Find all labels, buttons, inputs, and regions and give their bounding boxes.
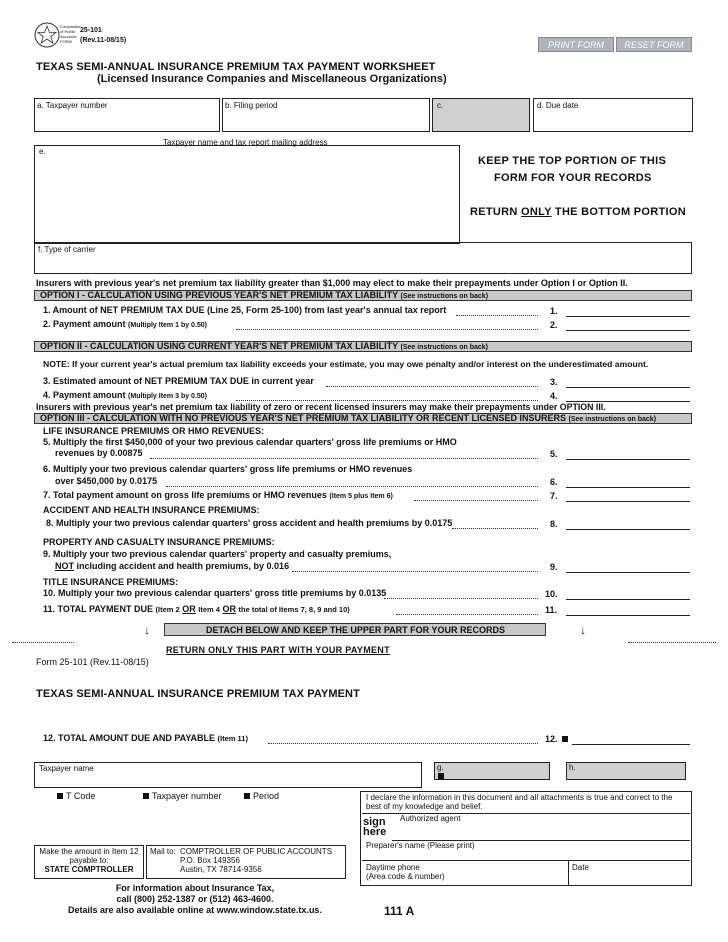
item9-num: 9. [550,562,558,572]
field-f-label: f. Type of carrier [38,245,96,254]
field-c-label: c. [437,101,444,110]
item9-input[interactable] [566,572,690,573]
info-text: For information about Insurance Tax, call (800) 252-1387 or (512) 463-4600. Details are also available online at www.window.state.tx.us. [68,883,322,915]
tcode-label: T Code [57,791,95,801]
field-d-label: d. Due date [537,101,579,110]
item8-input[interactable] [566,529,690,530]
keep-notice-2: FORM FOR YOUR RECORDS [494,172,652,184]
item5-label-2: revenues by 0.00875 [55,448,143,458]
option1-heading: OPTION I - CALCULATION USING PREVIOUS YEAR'S NET PREMIUM TAX LIABILITY (See instructions on back) [40,290,489,300]
item1-num: 1. [550,306,558,316]
field-c [432,98,530,132]
item9-label-2: NOT including accident and health premiums, by 0.016 [55,561,290,571]
field-taxpayer-name[interactable] [34,762,422,788]
item12-label: 12. TOTAL AMOUNT DUE AND PAYABLE (Item 11) [43,733,248,743]
option-intro: Insurers with previous year's net premium tax liability greater than $1,000 may elect to make their prepayments under Option I or Option II. [36,278,628,288]
field-due-date[interactable] [533,98,693,132]
option2-note: NOTE: If your current year's actual premium tax liability exceeds your estimate, you may owe penalty and/or interest on the underestimated amount. [43,359,649,369]
item11-num: 11. [545,605,558,615]
field-filing-period[interactable] [222,98,430,132]
item3-input[interactable] [566,387,690,388]
item6-label-1: 6. Multiply your two previous calendar quarters' gross life premiums or HMO revenues [43,464,413,474]
sign-here-label: sign here [363,816,387,838]
square-marker-icon [143,793,149,799]
payment-title: TEXAS SEMI-ANNUAL INSURANCE PREMIUM TAX PAYMENT [36,688,360,700]
item10-num: 10. [545,589,558,599]
taxpayer-number-label: Taxpayer number [143,791,222,801]
item1-label: 1. Amount of NET PREMIUM TAX DUE (Line 25, Form 25-100) from last year's annual tax report [43,305,447,315]
return-notice [470,206,686,218]
item7-label: 7. Total payment amount on gross life premiums or HMO revenues (Item 5 plus Item 6) [43,490,393,500]
option3-heading: OPTION III - CALCULATION WITH NO PREVIOUS YEAR'S NET PREMIUM TAX LIABILITY OR RECENT LICENSED INSURERS (See instructions on back) [40,413,657,423]
life-heading: LIFE INSURANCE PREMIUMS OR HMO REVENUES: [43,426,265,436]
item5-num: 5. [550,449,558,459]
return-notice-1: RETURN [470,206,518,218]
item7-num: 7. [550,491,558,501]
authorized-agent-label: Authorized agent [400,814,461,823]
preparer-input[interactable] [362,860,690,861]
item11-input[interactable] [566,615,690,616]
item8-num: 8. [550,519,558,529]
ah-heading: ACCIDENT AND HEALTH INSURANCE PREMIUMS: [43,505,260,515]
return-notice-2: THE BOTTOM PORTION [554,206,687,218]
item4-num: 4. [550,391,558,401]
mail-to-label: Mail to: [150,847,176,856]
declaration-text: I declare the information in this document and all attachments is true and correct to the best of my knowledge and belief. [366,793,673,811]
form-id: Form 25-101 (Rev.11-08/15) [36,657,149,667]
detach-text: DETACH BELOW AND KEEP THE UPPER PART FOR YOUR RECORDS [206,625,506,635]
item12-input[interactable] [572,744,690,745]
item9-label-1: 9. Multiply your two previous calendar quarters' property and casualty premiums, [43,549,392,559]
square-marker-icon [562,736,568,742]
item10-label: 10. Multiply your two previous calendar quarters' gross title premiums by 0.0135 [43,588,387,598]
item10-input[interactable] [566,599,690,600]
item3-num: 3. [550,377,558,387]
square-marker-icon [57,793,63,799]
mail-address: COMPTROLLER OF PUBLIC ACCOUNTS P.O. Box 149356 Austin, TX 78714-9356 [180,847,333,874]
item11-label: 11. TOTAL PAYMENT DUE (Item 2 OR Item 4 OR the total of Items 7, 8, 9 and 10) [43,604,350,614]
form-revision: (Rev.11-08/15) [80,37,127,44]
field-b-label: b. Filing period [225,101,278,110]
option2-heading: OPTION II - CALCULATION USING CURRENT YEAR'S NET PREMIUM TAX LIABILITY (See instructions on back) [40,341,489,351]
field-g-label: g. [437,763,444,772]
item2-label: 2. Payment amount (Multiply Item 1 by 0.50) [43,319,208,329]
item4-label: 4. Payment amount (Multiply Item 3 by 0.50) [43,390,208,400]
item8-label: 8. Multiply your two previous calendar quarters' gross accident and health premiums by 0.0175 [46,518,453,528]
option3-intro: Insurers with previous year's net premium tax liability of zero or recent licensed insurers may make their prepayments under OPTION III. [36,402,606,412]
item6-num: 6. [550,477,558,487]
preparer-label: Preparer's name (Please print) [366,841,475,850]
title-heading: TITLE INSURANCE PREMIUMS: [43,577,178,587]
square-marker-icon [244,793,250,799]
daytime-phone-label: Daytime phone [366,863,420,872]
square-marker-icon [438,773,444,779]
field-h [566,762,686,780]
item6-label-2: over $450,000 by 0.0175 [55,476,158,486]
print-form-button[interactable]: PRINT FORM [538,37,614,52]
field-type-of-carrier[interactable] [34,242,692,274]
seal-text: Comptroller of Public Accounts FORM [60,24,81,44]
area-code-label: (Area code & number) [366,872,445,881]
comptroller-seal [34,22,60,48]
pc-heading: PROPERTY AND CASUALTY INSURANCE PREMIUMS: [43,537,275,547]
page-subtitle: (Licensed Insurance Companies and Miscellaneous Organizations) [97,73,447,85]
arrow-down-icon: ↓ [144,623,150,637]
field-name-address[interactable] [34,145,460,244]
field-taxpayer-number[interactable] [34,98,220,132]
taxpayer-name-label: Taxpayer name [39,764,94,773]
item2-input[interactable] [566,330,690,331]
page-title: TEXAS SEMI-ANNUAL INSURANCE PREMIUM TAX PAYMENT WORKSHEET [36,61,436,73]
form-code: 111 A [384,904,415,918]
item7-input[interactable] [566,501,690,502]
item1-input[interactable] [566,316,690,317]
item2-num: 2. [550,320,558,330]
field-g [434,762,550,780]
field-a-label: a. Taxpayer number [37,101,108,110]
item5-label-1: 5. Multiply the first $450,000 of your two previous calendar quarters' gross life premiums or HMO [43,437,457,447]
field-h-label: h. [569,763,576,772]
return-notice-only: ONLY [521,206,552,218]
item3-label: 3. Estimated amount of NET PREMIUM TAX DUE in current year [43,376,314,386]
field-e-label: e. [39,147,46,156]
payable-text: Make the amount in Item 12 payable to: STATE COMPTROLLER [39,847,139,874]
item6-input[interactable] [566,487,690,488]
item5-input[interactable] [566,459,690,460]
period-label: Period [244,791,279,801]
form-number: 25-101 [80,27,102,34]
item12-num: 12. [545,734,558,744]
arrow-down-icon: ↓ [580,623,586,637]
reset-form-button[interactable]: RESET FORM [616,37,692,52]
return-only-text: RETURN ONLY THIS PART WITH YOUR PAYMENT [166,645,390,655]
keep-notice-1: KEEP THE TOP PORTION OF THIS [478,155,667,167]
address-label: Taxpayer name and tax report mailing address [163,138,328,147]
date-label: Date [572,863,589,872]
